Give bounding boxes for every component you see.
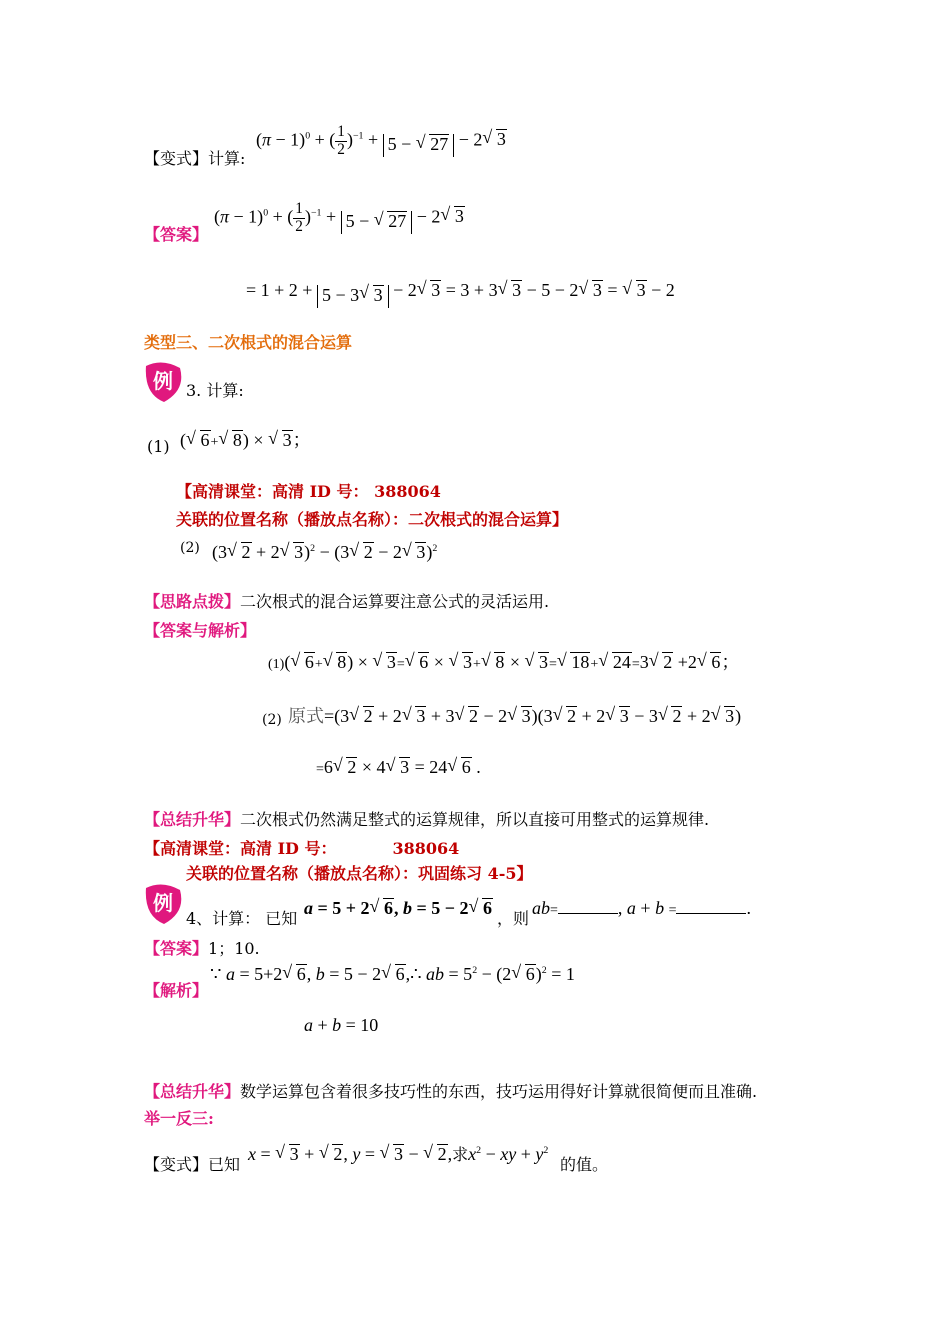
answer-analysis-label: 【答案与解析】 (144, 621, 257, 640)
ex3-intro: 3. 计算: (186, 381, 244, 400)
svg-text:例: 例 (153, 369, 173, 393)
ex4-answer-text: 1；10. (208, 939, 260, 958)
hd-lesson-1-line2: 关联的位置名称（播放点名称）：二次根式的混合运算】 (176, 510, 569, 529)
variant2-end: 的值。 (560, 1155, 609, 1174)
answer-line-2: = 1 + 2 + 5 − 3√ 3 − 2√ 3 = 3 + 3√ 3 − 5 − 2√ 3 = √ 3 − 2 (246, 280, 675, 308)
ex4-intro: 4、计算： 已知 (186, 909, 298, 928)
summary-row-2 (144, 1079, 757, 1102)
solution-2-label: (2) (262, 712, 282, 728)
svg-text:例: 例 (153, 891, 173, 915)
ex4-answer-label: 【答案】 (144, 939, 209, 958)
hd-lesson-1-line1: 【高清课堂：高清 ID 号： 388064 (176, 482, 441, 501)
ex4-analysis-line2: a + b = 10 (304, 1015, 379, 1035)
ex3-part1-label: (1) (147, 437, 170, 456)
ex3-part1-expression: (√ 6+√ 8) × √ 3； (180, 426, 311, 452)
idea-label: 【思路点拨】 (144, 592, 241, 611)
answer-line-1: $(\pi - 1)^0$ + ( $\frac{1}{2}$ )$^{-1}$ + 5 − √ 27 − 2√ 3 (214, 201, 465, 236)
ex4-analysis-label: 【解析】 (144, 981, 209, 1000)
variant-label: 【变式】计算: (144, 149, 246, 168)
variant2-label: 【变式】已知 (144, 1155, 241, 1174)
example-badge-icon (142, 360, 184, 406)
variant-expression: $(\pi - 1)^0$ + ( $\frac{1}{2}$ )$^{-1}$ + 5 − √ 27 − 2√ 3 (256, 124, 507, 159)
section-title: 类型三、二次根式的混合运算 (144, 333, 353, 352)
example-badge-icon (142, 882, 184, 928)
solution-2-line2: =6√ 2 × 4√ 3 = 24√ 6 . (316, 757, 481, 778)
hd-lesson-2-line2: 关联的位置名称（播放点名称）：巩固练习 4-5】 (186, 864, 533, 883)
idea-text: 二次根式的混合运算要注意公式的灵活运用. (240, 592, 550, 611)
solution-2-line1: 原式=(3√ 2 + 2√ 3 + 3√ 2 − 2√ 3)(3√ 2 + 2√ 3 − 3√ 2 + 2√ 3) (288, 702, 741, 728)
idea-row (144, 589, 549, 612)
summary-text-1: 二次根式仍然满足整式的运算规律，所以直接可用整式的运算规律. (240, 810, 710, 829)
summary-label-1: 【总结升华】 (144, 810, 241, 829)
ex4-analysis-line1: ∵ a = 5+2√ 6, b = 5 − 2√ 6,∴ ab = $5^2 - (2√$ 6)$^2$ = 1 (210, 964, 575, 985)
ex4-question: ab= , a + b = . (532, 898, 751, 918)
solution-1: (1)(√ 6+√ 8) × √ 3=√ 6 × √ 3+√ 8 × √ 3=√ 18+√ 24=3√ 2 +2√ 6； (268, 648, 739, 674)
hd-lesson-2-line1: 【高清课堂：高清 ID 号： 388064 (144, 839, 460, 858)
answer-label: 【答案】 (144, 225, 209, 244)
summary-text-2: 数学运算包含着很多技巧性的东西，技巧运用得好计算就很简便而且准确. (240, 1082, 758, 1101)
apply-title: 举一反三: (144, 1109, 214, 1128)
summary-label-2: 【总结升华】 (144, 1082, 241, 1101)
summary-row-1 (144, 807, 709, 830)
ex4-then: ，则 (497, 909, 530, 928)
ex4-given: a = 5 + 2√ 6, b = 5 − 2√ 6 (304, 898, 493, 919)
ex3-part2-expression: (3√ 2 + 2√ 3)$^2$ − (3√ 2 − 2√ 3)$^2$ (212, 542, 437, 563)
ex3-part2-label: (2) (180, 540, 200, 556)
ex4-answer-row (144, 936, 260, 959)
variant2-expression: x = √ 3 + √ 2, y = √ 3 − √ 2,求$x^2$ − xy + $y^2$ (248, 1142, 548, 1165)
